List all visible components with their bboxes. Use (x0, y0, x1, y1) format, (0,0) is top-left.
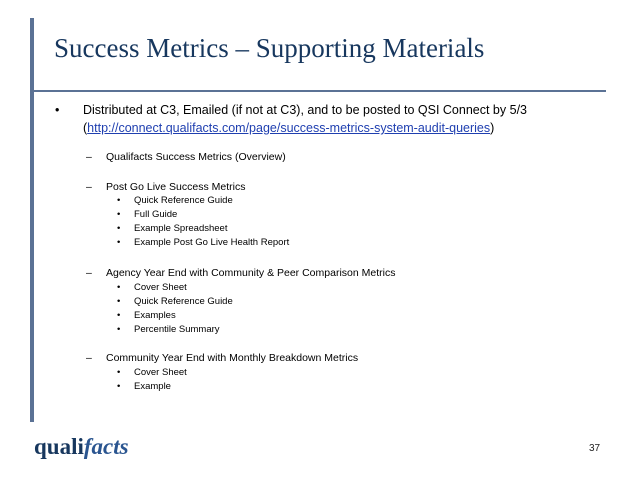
title-divider (34, 90, 606, 92)
section-label: Qualifacts Success Metrics (Overview) (106, 151, 286, 163)
list-item-label: Cover Sheet (134, 282, 187, 293)
list-item-label: Quick Reference Guide (134, 296, 233, 307)
slide-title: Success Metrics – Supporting Materials (54, 33, 485, 63)
dot-marker: • (117, 223, 121, 234)
main-bullet-link-line (83, 119, 494, 137)
section-label: Agency Year End with Community & Peer Comparison Metrics (106, 267, 396, 279)
left-accent-bar (30, 18, 34, 422)
section-label: Post Go Live Success Metrics (106, 181, 246, 193)
list-item-label: Quick Reference Guide (134, 195, 233, 206)
dot-marker: • (117, 296, 121, 307)
qsi-connect-link[interactable]: http://connect.qualifacts.com/page/success-metrics-system-audit-queries (87, 121, 491, 135)
section-label: Community Year End with Monthly Breakdown Metrics (106, 352, 359, 364)
qualifacts-logo (34, 434, 129, 460)
dash-marker: – (86, 352, 92, 364)
list-item-label: Full Guide (134, 209, 178, 220)
paren-close: ) (490, 121, 495, 135)
dot-marker: • (117, 310, 121, 321)
list-item-label: Example Post Go Live Health Report (134, 237, 290, 248)
dot-marker: • (117, 195, 121, 206)
list-item-label: Cover Sheet (134, 367, 187, 378)
paren-open: ( (83, 121, 88, 135)
list-item-label: Examples (134, 310, 176, 321)
dash-marker: – (86, 181, 92, 193)
dash-marker: – (86, 151, 92, 163)
dot-marker: • (117, 381, 121, 392)
list-item-label: Example (134, 381, 171, 392)
dot-marker: • (117, 367, 121, 378)
page-number: 37 (589, 443, 601, 454)
logo-text-part2: facts (83, 434, 129, 459)
list-item-label: Example Spreadsheet (134, 223, 228, 234)
dot-marker: • (117, 209, 121, 220)
bullet-marker: • (55, 103, 60, 117)
dash-marker: – (86, 267, 92, 279)
dot-marker: • (117, 282, 121, 293)
dot-marker: • (117, 324, 121, 335)
main-bullet-text: Distributed at C3, Emailed (if not at C3), and to be posted to QSI Connect by 5/3 (83, 103, 527, 117)
dot-marker: • (117, 237, 121, 248)
list-item-label: Percentile Summary (134, 324, 220, 335)
logo-text-part1: quali (34, 434, 84, 459)
